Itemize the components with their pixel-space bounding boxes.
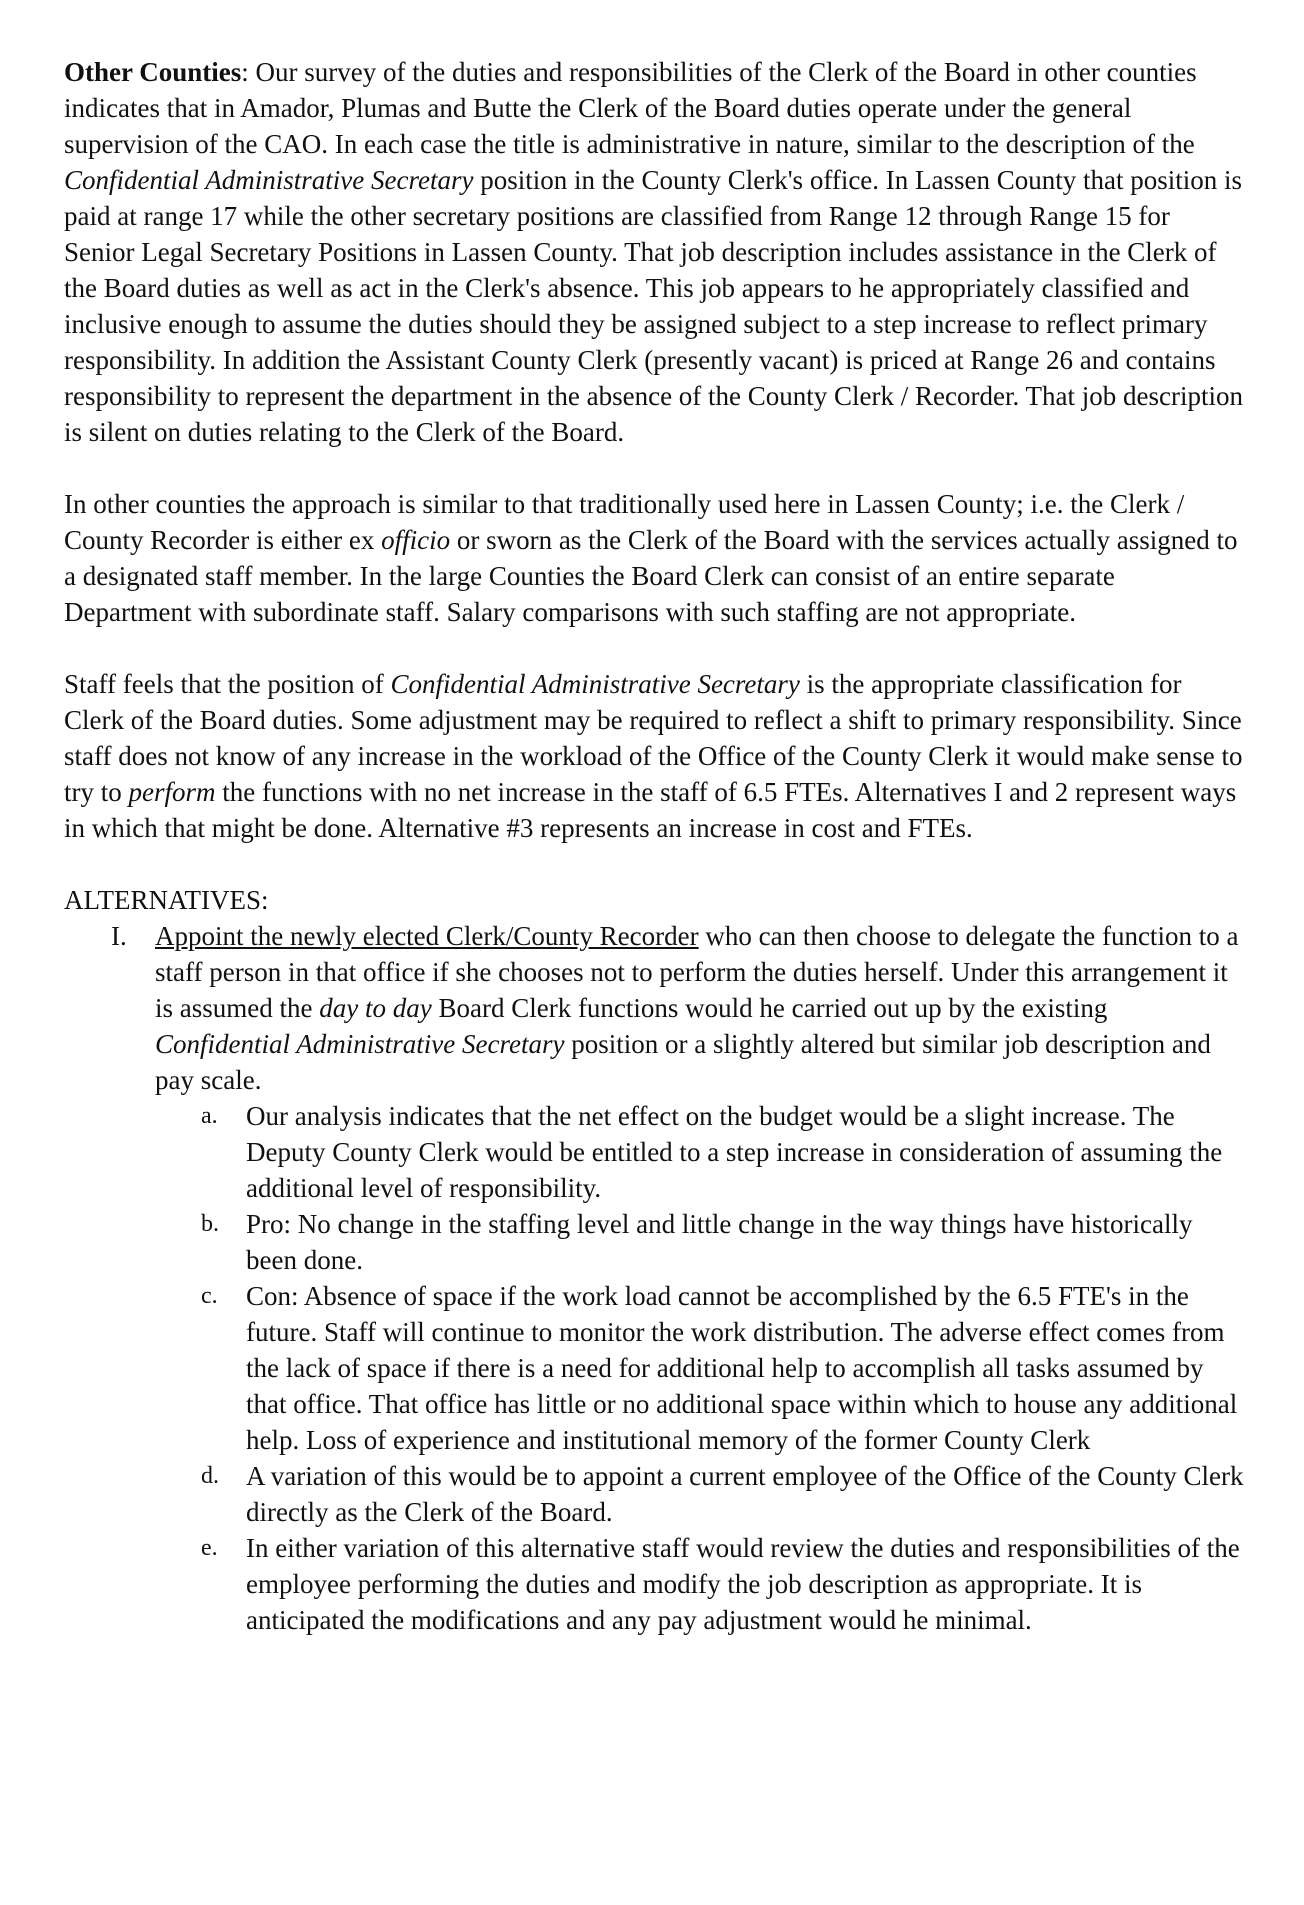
- list-marker: a.: [201, 1103, 218, 1129]
- italic-position-title: Confidential Administrative Secretary: [390, 669, 800, 699]
- paragraph-text: Our survey of the duties and responsibilities of the Clerk of the Board in other counties indicates that in Amador, Plumas and Butte the Clerk of the Board duties operate under the general supervision of the CAO. In each case the title is administrative in nature, similar to the description of the: [64, 57, 1197, 159]
- sub-item-text: Con: Absence of space if the work load cannot be accomplished by the 6.5 FTE's in the future. Staff will continue to monitor the work distribution. The adverse effect comes from the lack of space if there is a need for additional help to accomplish all tasks assumed by that office. That office has little or no additional space within which to house any additional help. Loss of experience and institutional memory of the former County Clerk: [246, 1281, 1238, 1455]
- paragraph-other-counties: [64, 54, 1244, 450]
- sub-item-a: [155, 1098, 1244, 1206]
- list-marker: I.: [111, 921, 127, 951]
- sub-item-text: Our analysis indicates that the net effect on the budget would be a slight increase. The Deputy County Clerk would be entitled to a step increase in consideration of assuming the additional level of responsibility.: [246, 1101, 1223, 1203]
- italic-term: perform: [128, 777, 216, 807]
- paragraph-text: is the appropriate classification for Clerk of the Board duties. Some adjustment may be required to reflect a shift to primary responsibility. Since staff does not know of any increase in the workload of the Office of the County Clerk it would make sense to try to: [64, 669, 1243, 807]
- sub-item-text: Pro: No change in the staffing level and little change in the way things have historically been done.: [246, 1209, 1193, 1275]
- italic-term: day to day: [319, 993, 432, 1023]
- italic-position-title: Confidential Administrative Secretary: [155, 1029, 565, 1059]
- list-marker: b.: [201, 1211, 219, 1237]
- alternatives-heading: ALTERNATIVES:: [64, 885, 269, 915]
- paragraph-text: or sworn as the Clerk of the Board with the services actually assigned to a designated staff member. In the large Counties the Board Clerk can consist of an entire separate Department with subordinate staff. Salary comparisons with such staffing are not appropriate.: [64, 525, 1238, 627]
- sub-item-text: In either variation of this alternative staff would review the duties and responsibilities of the employee performing the duties and modify the job description as appropriate. It is anticipated the modifications and any pay adjustment would he minimal.: [246, 1533, 1240, 1635]
- underlined-text: Appoint the newly elected Clerk/County Recorder: [155, 921, 699, 951]
- lead-colon: :: [241, 57, 249, 87]
- alternative-item: [64, 918, 1244, 1638]
- list-marker: e.: [201, 1535, 218, 1561]
- sub-item-d: [155, 1458, 1244, 1530]
- italic-position-title: Confidential Administrative Secretary: [64, 165, 474, 195]
- paragraph-text: position or a slightly altered but similar job description and pay scale.: [155, 1029, 1211, 1095]
- list-marker: d.: [201, 1463, 219, 1489]
- section-lead-heading: Other Counties: [64, 57, 242, 87]
- sub-item-text: A variation of this would be to appoint a current employee of the Office of the County Clerk directly as the Clerk of the Board.: [246, 1461, 1244, 1527]
- paragraph-staff-feels: [64, 666, 1244, 846]
- alternative-text: [155, 918, 1244, 1098]
- alternatives-list: [64, 918, 1244, 1638]
- paragraph-text: who can then choose to delegate the function to a staff person in that office if she chooses not to perform the duties herself. Under this arrangement it is assumed the: [155, 921, 1239, 1023]
- sub-list: [155, 1098, 1244, 1638]
- list-marker: c.: [201, 1283, 218, 1309]
- sub-item-e: [155, 1530, 1244, 1638]
- sub-item-c: [155, 1278, 1244, 1458]
- paragraph-text: position in the County Clerk's office. In Lassen County that position is paid at range 17 while the other secretary positions are classified from Range 12 through Range 15 for Senior Legal Secretary Positions in Lassen County. That job description includes assistance in the Clerk of the Board duties as well as act in the Clerk's absence. This job appears to he appropriately classified and inclusive enough to assume the duties should they be assigned subject to a step increase to reflect primary responsibility. In addition the Assistant County Clerk (presently vacant) is priced at Range 26 and contains responsibility to represent the department in the absence of the County Clerk / Recorder. That job description is silent on duties relating to the Clerk of the Board.: [64, 165, 1243, 447]
- paragraph-text: Staff feels that the position of: [64, 669, 391, 699]
- italic-term: officio: [381, 525, 451, 555]
- paragraph-text: Board Clerk functions would he carried out up by the existing: [431, 993, 1108, 1023]
- paragraph-text: In other counties the approach is similar to that traditionally used here in Lassen County; i.e. the Clerk / County Recorder is either ex: [64, 489, 1185, 555]
- sub-item-b: [155, 1206, 1244, 1278]
- paragraph-text: the functions with no net increase in the staff of 6.5 FTEs. Alternatives I and 2 represent ways in which that might be done. Alternative #3 represents an increase in cost and FTEs.: [64, 777, 1237, 843]
- paragraph-approach: [64, 486, 1244, 630]
